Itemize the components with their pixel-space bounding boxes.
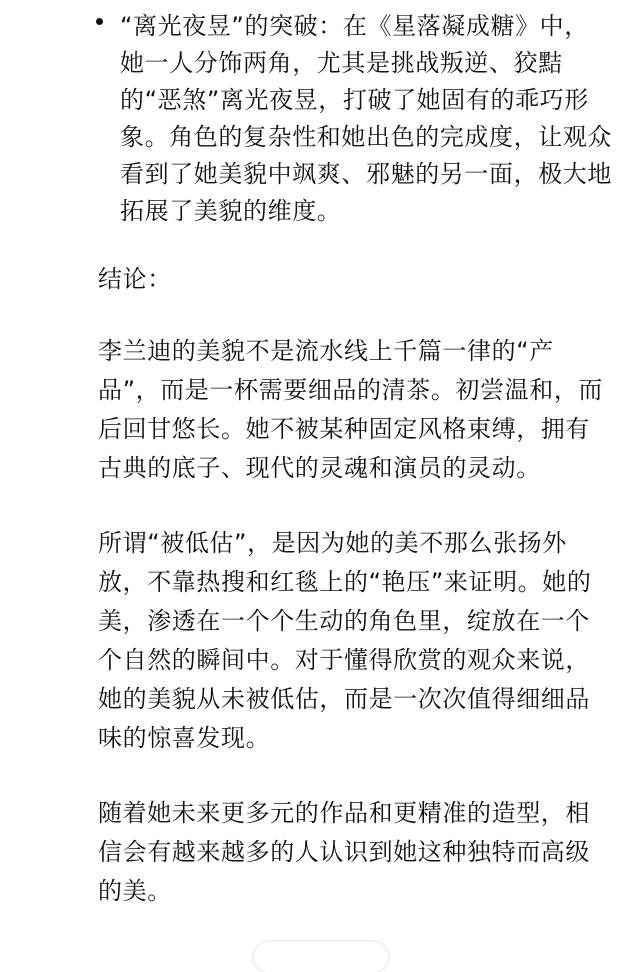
bullet-icon (96, 18, 103, 25)
floating-action-pill[interactable] (254, 942, 388, 972)
conclusion-paragraph: 李兰迪的美貌不是流水线上千篇一律的“产品”，而是一杯需要细品的清茶。初尝温和，而后回甘悠长。她不被某种固定风格束缚，拥有古典的底子、现代的灵魂和演员的灵动。 (98, 337, 604, 482)
list-item (0, 0, 640, 230)
conclusion-heading: 结论： (98, 265, 172, 293)
conclusion-paragraph: 随着她未来更多元的作品和更精准的造型，相信会有越来越多的人认识到她这种独特而高级的美。 (98, 799, 590, 905)
bullet-item-text: “离光夜昱”的突破：在《星落凝成糖》中，她一人分饰两角，尤其是挑战叛逆、狡黠的“恶煞”离光夜昱，打破了她固有的乖巧形象。角色的复杂性和她出色的完成度，让观众看到了她美貌中飒爽、邪魅的另一面，极大地拓展了美貌的维度。 (120, 12, 612, 225)
conclusion-paragraph: 所谓“被低估”，是因为她的美不那么张扬外放，不靠热搜和红毯上的“艳压”来证明。她的美，渗透在一个个生动的角色里，绽放在一个个自然的瞬间中。对于懂得欣赏的观众来说，她的美貌从未被低估，而是一次次值得细细品味的惊喜发现。 (98, 529, 592, 752)
